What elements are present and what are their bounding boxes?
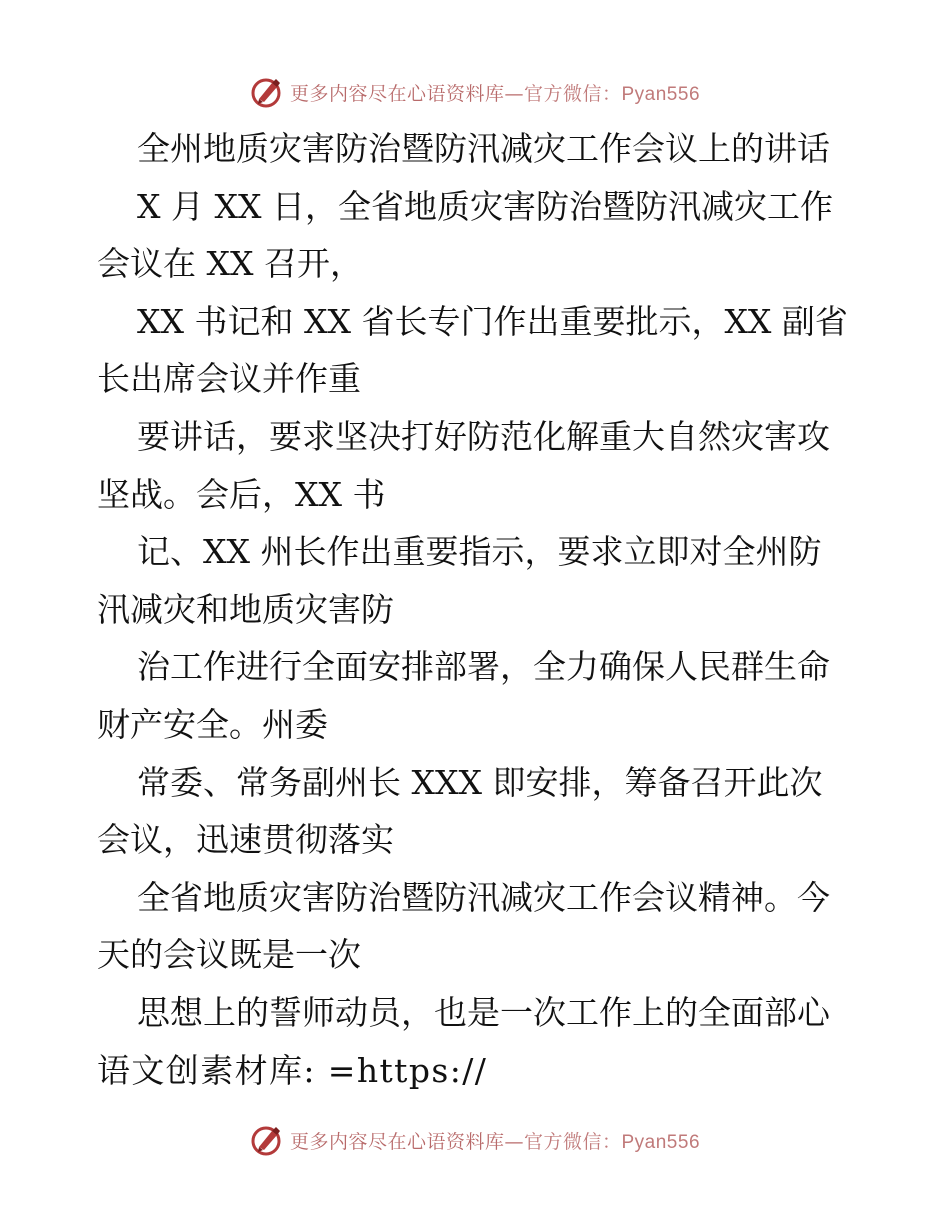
footer-banner-dash: — xyxy=(504,1130,524,1153)
document-title-line: 全州地质灾害防治暨防汛减灾工作会议上的讲话 xyxy=(137,129,830,168)
paragraph-line: 要讲话，要求坚决打好防范化解重大自然灾害攻 xyxy=(137,416,830,456)
document-body xyxy=(97,120,857,1099)
header-banner-text xyxy=(290,79,700,106)
paragraph-line: 记、XX 州长作出重要指示，要求立即对全州防 xyxy=(137,532,822,572)
header-wechat-id: Pyan556 xyxy=(621,83,701,105)
paragraph-line: 天的会议既是一次 xyxy=(97,935,361,975)
footer-banner-slogan: 更多内容尽在心语资料库 xyxy=(289,1130,505,1153)
footer-banner-text xyxy=(290,1127,700,1154)
footer-wechat-id: Pyan556 xyxy=(621,1131,701,1153)
paragraph-line: 财产安全。州委 xyxy=(97,704,328,744)
paragraph-line: X 月 XX 日，全省地质灾害防治暨防汛减灾工作 xyxy=(137,186,833,226)
paragraph-line: XX 书记和 XX 省长专门作出重要批示，XX 副省 xyxy=(137,301,848,341)
header-wechat-label: 官方微信： xyxy=(523,82,622,105)
source-line: 语文创素材库: =https:// xyxy=(97,1050,488,1090)
paragraph-line: 常委、常务副州长 XXX 即安排，筹备召开此次 xyxy=(137,762,823,802)
pen-circle-logo-icon xyxy=(250,1123,284,1157)
paragraph-line: 坚战。会后，XX 书 xyxy=(97,474,386,514)
paragraph-line: 汛减灾和地质灾害防 xyxy=(97,589,394,629)
paragraph-line: 治工作进行全面安排部署，全力确保人民群生命 xyxy=(137,647,830,687)
paragraph-line: 思想上的誓师动员，也是一次工作上的全面部心 xyxy=(137,992,830,1032)
pen-circle-logo-icon xyxy=(250,75,284,109)
header-banner-dash: — xyxy=(504,82,524,105)
paragraph-line: 会议，迅速贯彻落实 xyxy=(97,820,394,860)
header-banner xyxy=(0,72,950,112)
header-banner-slogan: 更多内容尽在心语资料库 xyxy=(289,82,505,105)
paragraph-line: 会议在 XX 召开， xyxy=(97,244,363,284)
footer-banner xyxy=(0,1120,950,1160)
paragraph-line: 全省地质灾害防治暨防汛减灾工作会议精神。今 xyxy=(137,877,830,917)
footer-wechat-label: 官方微信： xyxy=(523,1130,622,1153)
paragraph-line: 长出席会议并作重 xyxy=(97,359,361,399)
